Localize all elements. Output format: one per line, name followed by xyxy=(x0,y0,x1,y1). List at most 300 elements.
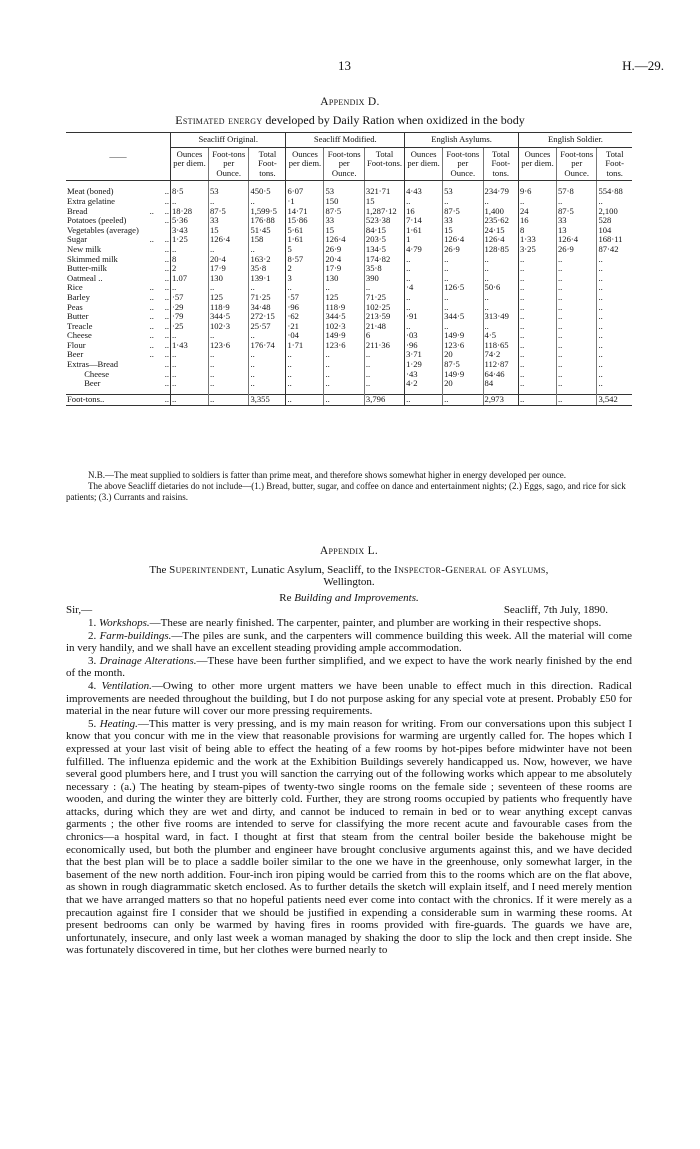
value-cell: 33 xyxy=(209,216,249,226)
value-cell: 26·9 xyxy=(443,245,483,255)
value-cell: .. xyxy=(209,350,249,360)
value-cell: .. xyxy=(597,283,632,293)
value-cell: 176·88 xyxy=(249,216,286,226)
value-cell: 158 xyxy=(249,235,286,245)
address-the: The xyxy=(149,563,167,576)
value-cell: 123·6 xyxy=(443,341,483,351)
value-cell: 126·4 xyxy=(557,235,597,245)
value-cell: 74·2 xyxy=(483,350,518,360)
value-cell: .. xyxy=(405,322,443,332)
group-header-english-asylums: English Asylums. xyxy=(405,133,519,148)
value-cell: 53 xyxy=(209,181,249,197)
value-cell: .. xyxy=(171,331,209,341)
value-cell: 123·6 xyxy=(324,341,364,351)
item-name: Cheese xyxy=(67,368,110,379)
value-cell: 118·9 xyxy=(209,303,249,313)
value-cell: .. xyxy=(249,283,286,293)
salutation: Sir,— xyxy=(66,604,93,617)
value-cell: .. xyxy=(324,379,364,389)
value-cell: .. xyxy=(519,303,557,313)
value-cell: 17·9 xyxy=(324,264,364,274)
table-title-small-caps: Estimated energy xyxy=(175,113,263,127)
item-name: New milk xyxy=(67,243,102,254)
item-leader-dots: .. .. xyxy=(149,234,169,245)
value-cell: .. xyxy=(443,255,483,265)
value-cell: 102·25 xyxy=(364,303,404,313)
note-meat: N.B.—The meat supplied to soldiers is fatter than prime meat, and therefore shows somewhat higher in energy developed per ounce. xyxy=(88,470,566,480)
value-cell: .. xyxy=(443,197,483,207)
value-cell: 26·9 xyxy=(557,245,597,255)
value-cell: .. xyxy=(597,341,632,351)
value-cell: .. xyxy=(557,379,597,389)
document-code: H.—29. xyxy=(622,58,664,73)
value-cell: 6 xyxy=(364,331,404,341)
value-cell: 128·85 xyxy=(483,245,518,255)
value-cell: ·57 xyxy=(171,293,209,303)
value-cell: 8·57 xyxy=(286,255,324,265)
value-cell: 87·42 xyxy=(597,245,632,255)
letter-paragraph xyxy=(66,655,632,680)
value-cell: ·79 xyxy=(171,312,209,322)
value-cell: 1·43 xyxy=(171,341,209,351)
paragraph-number: 2. xyxy=(88,629,97,642)
item-leader-dots: .. .. xyxy=(149,349,169,360)
value-cell: 1·61 xyxy=(405,226,443,236)
item-leader-dots: .. xyxy=(164,394,169,405)
value-cell: .. xyxy=(324,360,364,370)
paragraph-heading: Farm-buildings. xyxy=(99,629,172,642)
letter-paragraph xyxy=(66,680,632,718)
value-cell: ·96 xyxy=(286,303,324,313)
group-header-english-soldier: English Soldier. xyxy=(519,133,633,148)
value-cell: .. xyxy=(557,331,597,341)
value-cell: .. xyxy=(249,245,286,255)
value-cell: .. xyxy=(443,293,483,303)
value-cell: 123·6 xyxy=(209,341,249,351)
value-cell: .. xyxy=(171,283,209,293)
value-cell: 20 xyxy=(443,350,483,360)
value-cell: .. xyxy=(519,197,557,207)
value-cell: .. xyxy=(557,283,597,293)
value-cell: .. xyxy=(483,303,518,313)
value-cell: .. xyxy=(597,360,632,370)
value-cell: 20·4 xyxy=(209,255,249,265)
value-cell: 57·8 xyxy=(557,181,597,197)
value-cell: .. xyxy=(364,360,404,370)
table-row xyxy=(66,207,632,217)
subhead-cell: Total Foot-tons. xyxy=(597,147,632,181)
value-cell: 87·5 xyxy=(209,207,249,217)
table-title xyxy=(0,113,700,128)
value-cell: 24 xyxy=(519,207,557,217)
value-cell: .. xyxy=(405,293,443,303)
letter-paragraphs xyxy=(66,617,632,957)
item-name: Beer xyxy=(67,378,101,389)
value-cell: 15 xyxy=(209,226,249,236)
value-cell: .. xyxy=(557,274,597,284)
item-cell xyxy=(66,181,171,197)
value-cell: .. xyxy=(519,379,557,389)
subhead-cell: Ounces per diem. xyxy=(519,147,557,181)
value-cell: 168·11 xyxy=(597,235,632,245)
address-middle: Lunatic Asylum, Seacliff, to the xyxy=(251,563,392,576)
place-date: Seacliff, 7th July, 1890. xyxy=(503,604,608,617)
value-cell: .. xyxy=(249,370,286,380)
value-cell: 234·79 xyxy=(483,181,518,197)
value-cell: 390 xyxy=(364,274,404,284)
value-cell: 25·57 xyxy=(249,322,286,332)
group-header-seacliff-original: Seacliff Original. xyxy=(171,133,286,148)
item-name: Vegetables (average) xyxy=(67,224,139,235)
table-row xyxy=(66,245,632,255)
value-cell: 235·62 xyxy=(483,216,518,226)
value-cell: .. xyxy=(519,395,557,406)
value-cell: .. xyxy=(557,370,597,380)
value-cell: ·29 xyxy=(171,303,209,313)
value-cell: .. xyxy=(209,370,249,380)
value-cell: .. xyxy=(209,395,249,406)
value-cell: .. xyxy=(483,322,518,332)
item-leader-dots: .. xyxy=(164,263,169,274)
value-cell: .. xyxy=(557,341,597,351)
table-row xyxy=(66,379,632,389)
note-dietaries: The above Seacliff dietaries do not include—(1.) Bread, butter, sugar, and coffee on dance and entertainment nights; (2.) Eggs, sago, and rice for sick patients; (3.) Currants and raisins. xyxy=(66,481,626,502)
value-cell: 104 xyxy=(597,226,632,236)
value-cell: 14·71 xyxy=(286,207,324,217)
value-cell: ·03 xyxy=(405,331,443,341)
table-notes xyxy=(66,470,632,503)
item-leader-dots: .. xyxy=(164,368,169,379)
item-name: Butter-milk xyxy=(67,263,107,274)
subhead-cell: Ounces per diem. xyxy=(171,147,209,181)
value-cell: 1.07 xyxy=(171,274,209,284)
item-name: Cheese xyxy=(67,330,92,341)
value-cell: .. xyxy=(519,264,557,274)
value-cell: .. xyxy=(519,350,557,360)
item-leader-dots: .. xyxy=(164,215,169,226)
value-cell: 21·48 xyxy=(364,322,404,332)
value-cell: 112·87 xyxy=(483,360,518,370)
item-name: Potatoes (peeled) xyxy=(67,215,127,226)
value-cell: .. xyxy=(483,255,518,265)
value-cell: .. xyxy=(519,293,557,303)
appendix-l-letter xyxy=(66,545,632,957)
value-cell: 3,796 xyxy=(364,395,404,406)
appendix-d-label: Appendix D. xyxy=(320,96,380,108)
item-name: Extras—Bread xyxy=(67,359,119,370)
value-cell: .. xyxy=(443,395,483,406)
value-cell: .. xyxy=(286,360,324,370)
value-cell: ·4 xyxy=(405,283,443,293)
value-cell: 84 xyxy=(483,379,518,389)
value-cell: 5·36 xyxy=(171,216,209,226)
value-cell: ·1 xyxy=(286,197,324,207)
value-cell: .. xyxy=(519,283,557,293)
value-cell: 24·15 xyxy=(483,226,518,236)
value-cell: .. xyxy=(519,331,557,341)
value-cell: 126·4 xyxy=(443,235,483,245)
item-name: Foot-tons.. xyxy=(67,394,105,405)
value-cell: 130 xyxy=(209,274,249,284)
value-cell: 211·36 xyxy=(364,341,404,351)
value-cell: 3·43 xyxy=(171,226,209,236)
value-cell: .. xyxy=(171,395,209,406)
item-cell xyxy=(66,379,171,389)
table-row xyxy=(66,255,632,265)
item-name: Skimmed milk xyxy=(67,253,118,264)
paragraph-number: 5. xyxy=(88,717,97,730)
value-cell: 450·5 xyxy=(249,181,286,197)
value-cell: 213·59 xyxy=(364,312,404,322)
value-cell: 3,542 xyxy=(597,395,632,406)
subhead-cell: Foot-tons per Ounce. xyxy=(557,147,597,181)
value-cell: 2,100 xyxy=(597,207,632,217)
item-leader-dots: .. .. xyxy=(149,291,169,302)
value-cell: .. xyxy=(483,264,518,274)
item-name: Peas xyxy=(67,301,83,312)
value-cell: .. xyxy=(209,283,249,293)
item-leader-dots: .. .. xyxy=(149,311,169,322)
value-cell: 2,973 xyxy=(483,395,518,406)
table-row xyxy=(66,264,632,274)
value-cell: .. xyxy=(286,395,324,406)
value-cell: .. xyxy=(597,255,632,265)
value-cell: .. xyxy=(249,331,286,341)
value-cell: 33 xyxy=(324,216,364,226)
value-cell: .. xyxy=(209,360,249,370)
letter-paragraph xyxy=(66,718,632,957)
item-name: Rice xyxy=(67,282,83,293)
value-cell: 53 xyxy=(324,181,364,197)
value-cell: 53 xyxy=(443,181,483,197)
value-cell: .. xyxy=(519,274,557,284)
value-cell: .. xyxy=(519,360,557,370)
item-leader-dots: .. .. xyxy=(149,205,169,216)
value-cell: .. xyxy=(171,245,209,255)
paragraph-text: —Owing to other more urgent matters we have been unable to effect much in this direction. Radical improvements are needed throughout the building, but I do not purpose asking for any special vote at present. Probably £50 for material in the near future will cover our more pressing requirements. xyxy=(66,679,632,718)
value-cell: .. xyxy=(557,264,597,274)
subhead-cell: Total Foot-tons. xyxy=(364,147,404,181)
table-row xyxy=(66,370,632,380)
value-cell: .. xyxy=(249,360,286,370)
value-cell: 18·28 xyxy=(171,207,209,217)
value-cell: .. xyxy=(557,322,597,332)
value-cell: .. xyxy=(483,293,518,303)
page-header xyxy=(0,58,700,78)
value-cell: 321·71 xyxy=(364,181,404,197)
value-cell: 87·5 xyxy=(443,207,483,217)
value-cell: .. xyxy=(519,322,557,332)
value-cell: 163·2 xyxy=(249,255,286,265)
total-row xyxy=(66,395,632,406)
address-inspector-general: Inspector-General of Asylums, xyxy=(394,563,549,576)
value-cell: 15 xyxy=(364,197,404,207)
value-cell: .. xyxy=(443,322,483,332)
value-cell: .. xyxy=(557,255,597,265)
value-cell: .. xyxy=(597,197,632,207)
value-cell: 118·9 xyxy=(324,303,364,313)
item-column-header xyxy=(66,133,171,181)
address-city: Wellington. xyxy=(323,576,375,589)
value-cell: .. xyxy=(597,274,632,284)
letter-paragraph xyxy=(66,630,632,655)
value-cell: .. xyxy=(557,360,597,370)
value-cell: 8·5 xyxy=(171,181,209,197)
value-cell: .. xyxy=(557,293,597,303)
value-cell: .. xyxy=(286,350,324,360)
value-cell: .. xyxy=(364,283,404,293)
value-cell: 33 xyxy=(557,216,597,226)
value-cell: .. xyxy=(557,312,597,322)
value-cell: .. xyxy=(443,274,483,284)
value-cell: 71·25 xyxy=(249,293,286,303)
paragraph-heading: Heating. xyxy=(99,717,138,730)
value-cell: 134·5 xyxy=(364,245,404,255)
value-cell: .. xyxy=(209,197,249,207)
value-cell: .. xyxy=(519,255,557,265)
table-row xyxy=(66,350,632,360)
value-cell: .. xyxy=(286,283,324,293)
paragraph-number: 3. xyxy=(88,654,97,667)
value-cell: 126·4 xyxy=(483,235,518,245)
value-cell: .. xyxy=(597,370,632,380)
value-cell: 139·1 xyxy=(249,274,286,284)
value-cell: .. xyxy=(557,350,597,360)
item-name: Sugar xyxy=(67,234,88,245)
value-cell: 20·4 xyxy=(324,255,364,265)
item-leader-dots: .. .. xyxy=(149,339,169,350)
paragraph-text: —These have been further simplified, and we expect to have the work nearly finished by the end of the month. xyxy=(66,654,632,680)
item-leader-dots: .. xyxy=(164,253,169,264)
item-name: Butter xyxy=(67,311,89,322)
value-cell: 51·45 xyxy=(249,226,286,236)
value-cell: 528 xyxy=(597,216,632,226)
value-cell: 5·61 xyxy=(286,226,324,236)
value-cell: 1·71 xyxy=(286,341,324,351)
item-leader-dots: .. xyxy=(164,186,169,197)
value-cell: 149·9 xyxy=(324,331,364,341)
value-cell: ·25 xyxy=(171,322,209,332)
item-leader-dots: .. .. xyxy=(149,330,169,341)
value-cell: .. xyxy=(597,322,632,332)
item-leader-dots: .. .. xyxy=(149,320,169,331)
value-cell: 16 xyxy=(405,207,443,217)
table-title-rest: developed by Daily Ration when oxidized in the body xyxy=(265,113,525,127)
item-name: Bread xyxy=(67,205,88,216)
value-cell: 150 xyxy=(324,197,364,207)
value-cell: .. xyxy=(405,264,443,274)
page-number: 13 xyxy=(338,58,351,73)
value-cell: .. xyxy=(597,350,632,360)
letter-paragraph xyxy=(66,617,632,630)
appendix-l-label: Appendix L. xyxy=(319,545,379,557)
value-cell: .. xyxy=(557,197,597,207)
value-cell: .. xyxy=(171,360,209,370)
salutation-row xyxy=(66,604,632,617)
address-superintendent: Superintendent, xyxy=(169,563,249,576)
value-cell: 1·25 xyxy=(171,235,209,245)
letter-address xyxy=(66,564,632,577)
value-cell: ·04 xyxy=(286,331,324,341)
value-cell: 71·25 xyxy=(364,293,404,303)
value-cell: .. xyxy=(286,370,324,380)
value-cell: 1·61 xyxy=(286,235,324,245)
value-cell: ·62 xyxy=(286,312,324,322)
value-cell: .. xyxy=(597,331,632,341)
value-cell: .. xyxy=(405,274,443,284)
item-leader-dots: .. .. xyxy=(149,301,169,312)
value-cell: 2 xyxy=(286,264,324,274)
value-cell: 4·2 xyxy=(405,379,443,389)
value-cell: 35·8 xyxy=(249,264,286,274)
value-cell: 344·5 xyxy=(324,312,364,322)
value-cell: ·96 xyxy=(405,341,443,351)
value-cell: 64·46 xyxy=(483,370,518,380)
item-name: Treacle xyxy=(67,320,93,331)
value-cell: 15 xyxy=(324,226,364,236)
value-cell: 176·74 xyxy=(249,341,286,351)
value-cell: 2 xyxy=(171,264,209,274)
value-cell: 5 xyxy=(286,245,324,255)
value-cell: 1·33 xyxy=(519,235,557,245)
value-cell: .. xyxy=(324,395,364,406)
value-cell: .. xyxy=(443,264,483,274)
value-cell: 6·07 xyxy=(286,181,324,197)
value-cell: 102·3 xyxy=(324,322,364,332)
value-cell: 34·48 xyxy=(249,303,286,313)
table-row xyxy=(66,181,632,197)
value-cell: 33 xyxy=(443,216,483,226)
value-cell: .. xyxy=(519,312,557,322)
value-cell: .. xyxy=(483,197,518,207)
value-cell: 344·5 xyxy=(209,312,249,322)
value-cell: 26·9 xyxy=(324,245,364,255)
value-cell: 118·65 xyxy=(483,341,518,351)
table-row xyxy=(66,235,632,245)
value-cell: .. xyxy=(171,350,209,360)
value-cell: 3·25 xyxy=(519,245,557,255)
value-cell: ·21 xyxy=(286,322,324,332)
item-name: Extra gelatine xyxy=(67,195,115,206)
value-cell: 149·9 xyxy=(443,331,483,341)
value-cell: 313·49 xyxy=(483,312,518,322)
value-cell: .. xyxy=(519,341,557,351)
value-cell: 1·29 xyxy=(405,360,443,370)
value-cell: 87·5 xyxy=(557,207,597,217)
subhead-cell: Foot-tons per Ounce. xyxy=(209,147,249,181)
item-leader-dots: .. xyxy=(164,378,169,389)
value-cell: 20 xyxy=(443,379,483,389)
value-cell: .. xyxy=(209,379,249,389)
value-cell: .. xyxy=(324,283,364,293)
value-cell: 130 xyxy=(324,274,364,284)
value-cell: .. xyxy=(597,312,632,322)
value-cell: 126·4 xyxy=(324,235,364,245)
value-cell: 3 xyxy=(286,274,324,284)
value-cell: 203·5 xyxy=(364,235,404,245)
value-cell: .. xyxy=(364,350,404,360)
item-name: Beer xyxy=(67,349,84,360)
value-cell: 174·82 xyxy=(364,255,404,265)
value-cell: 87·5 xyxy=(324,207,364,217)
item-leader-dots: .. xyxy=(164,272,169,283)
value-cell: .. xyxy=(597,379,632,389)
value-cell: .. xyxy=(324,350,364,360)
item-name: Barley xyxy=(67,291,90,302)
subhead-cell: Total Foot-tons. xyxy=(483,147,518,181)
value-cell: .. xyxy=(249,197,286,207)
subhead-cell: Ounces per diem. xyxy=(286,147,324,181)
